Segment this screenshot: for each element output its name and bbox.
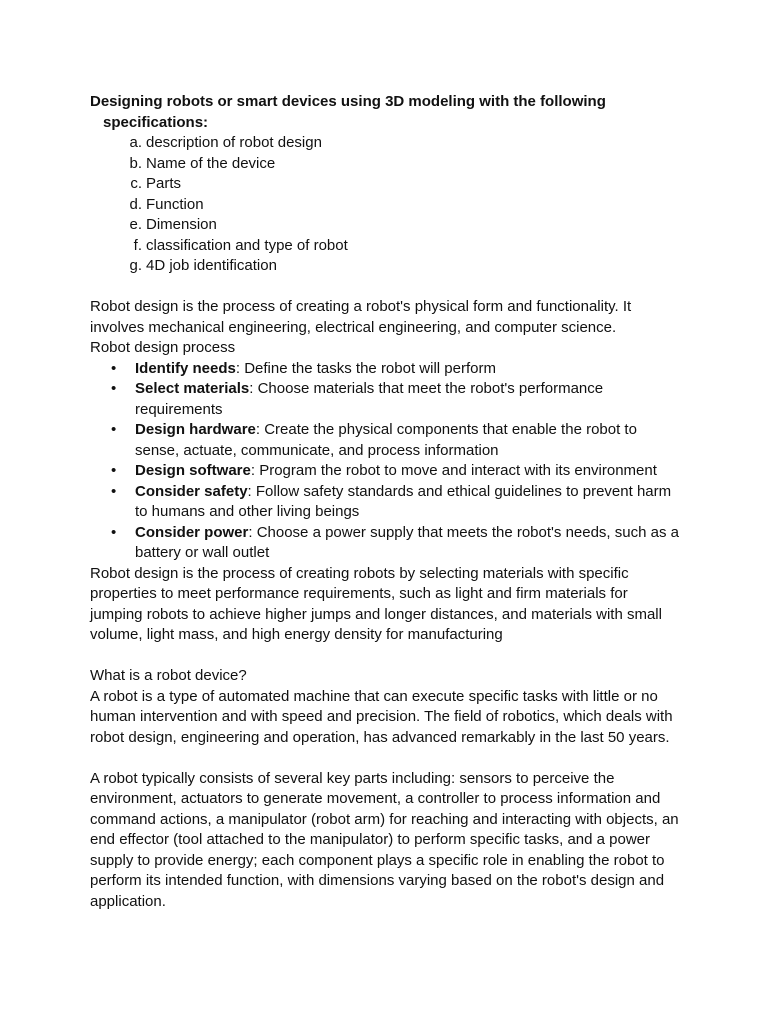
spec-marker: a.: [129, 134, 142, 151]
document-heading: Designing robots or smart devices using 3D modeling with the following specifications:: [90, 93, 606, 131]
process-step-term: Consider safety: [135, 482, 248, 500]
bullet-icon: •: [111, 482, 117, 500]
spec-text: Parts: [146, 175, 182, 192]
process-step-text: : Program the robot to move and interact with its environment: [250, 462, 657, 479]
bullet-icon: •: [111, 359, 117, 377]
process-step-term: Design software: [135, 462, 251, 479]
process-step: [90, 461, 684, 482]
paragraph-gap: [90, 748, 684, 769]
process-step-text: : Choose materials that meet the robot's performance requirements: [135, 380, 604, 418]
spec-marker: b.: [129, 154, 142, 172]
process-step-text: : Follow safety standards and ethical guidelines to prevent harm to humans and other living beings: [135, 482, 672, 520]
spec-item: [90, 133, 684, 154]
process-step: [90, 482, 684, 523]
process-step-text: : Define the tasks the robot will perform: [235, 359, 496, 377]
spec-item: [90, 174, 684, 195]
bullet-icon: •: [111, 523, 117, 541]
spec-text: Dimension: [146, 216, 217, 233]
spec-item: [90, 236, 684, 257]
process-step-text: : Choose a power supply that meets the robot's needs, such as a battery or wall outlet: [135, 523, 679, 561]
bullet-icon: •: [111, 421, 117, 438]
paragraph-gap: [90, 277, 684, 298]
spec-text: Function: [146, 195, 204, 213]
spec-item: [90, 154, 684, 175]
specification-list: [90, 133, 684, 277]
robot-definition-paragraph: A robot is a type of automated machine that can execute specific tasks with little or no human intervention and with speed and precision. The field of robotics, which deals with robot design, engineering and operation, has advanced remarkably in the last 50 years.: [90, 687, 673, 746]
process-step-text: : Create the physical components that enable the robot to sense, actuate, communicate, and process information: [135, 421, 637, 459]
spec-text: classification and type of robot: [146, 236, 348, 254]
spec-text: 4D job identification: [146, 257, 277, 274]
spec-text: description of robot design: [146, 134, 322, 151]
process-title: Robot design process: [90, 339, 236, 356]
spec-marker: f.: [133, 236, 142, 254]
spec-marker: g.: [129, 257, 142, 274]
robot-parts-paragraph: A robot typically consists of several key parts including: sensors to perceive the environment, actuators to generate movement, a controller to process information and command actions, a manipulator (robot arm) for reaching and interacting with objects, an end effector (tool attached to the manipulator) to perform specific tasks, and a power supply to provide energy; each component plays a specific role in enabling the robot to perform its intended function, with dimensions varying based on the robot's design and application.: [90, 769, 679, 910]
process-step-term: Design hardware: [135, 421, 256, 438]
process-step: [90, 523, 684, 564]
process-step-term: Select materials: [135, 380, 250, 397]
process-step-term: Consider power: [135, 523, 249, 541]
materials-paragraph: Robot design is the process of creating robots by selecting materials with specific properties to meet performance requirements, such as light and firm materials for jumping robots to achieve higher jumps and longer distances, and materials with small volume, light mass, and high energy density for manufacturing: [90, 564, 662, 643]
bullet-icon: •: [111, 380, 117, 397]
spec-item: [90, 215, 684, 236]
bullet-icon: •: [111, 462, 117, 479]
process-step-term: Identify needs: [135, 359, 236, 377]
spec-marker: d.: [129, 195, 142, 213]
spec-item: [90, 195, 684, 216]
paragraph-gap: [90, 646, 684, 667]
document-page: [90, 92, 684, 912]
question-heading: What is a robot device?: [90, 667, 247, 684]
spec-text: Name of the device: [146, 154, 276, 172]
spec-item: [90, 256, 684, 277]
spec-marker: e.: [129, 216, 142, 233]
spec-marker: c.: [130, 175, 142, 192]
process-step: [90, 359, 684, 380]
process-step-list: [90, 359, 684, 564]
intro-paragraph: Robot design is the process of creating a robot's physical form and functionality. It involves mechanical engineering, electrical engineering, and computer science.: [90, 298, 632, 336]
process-step: [90, 379, 684, 420]
process-step: [90, 420, 684, 461]
